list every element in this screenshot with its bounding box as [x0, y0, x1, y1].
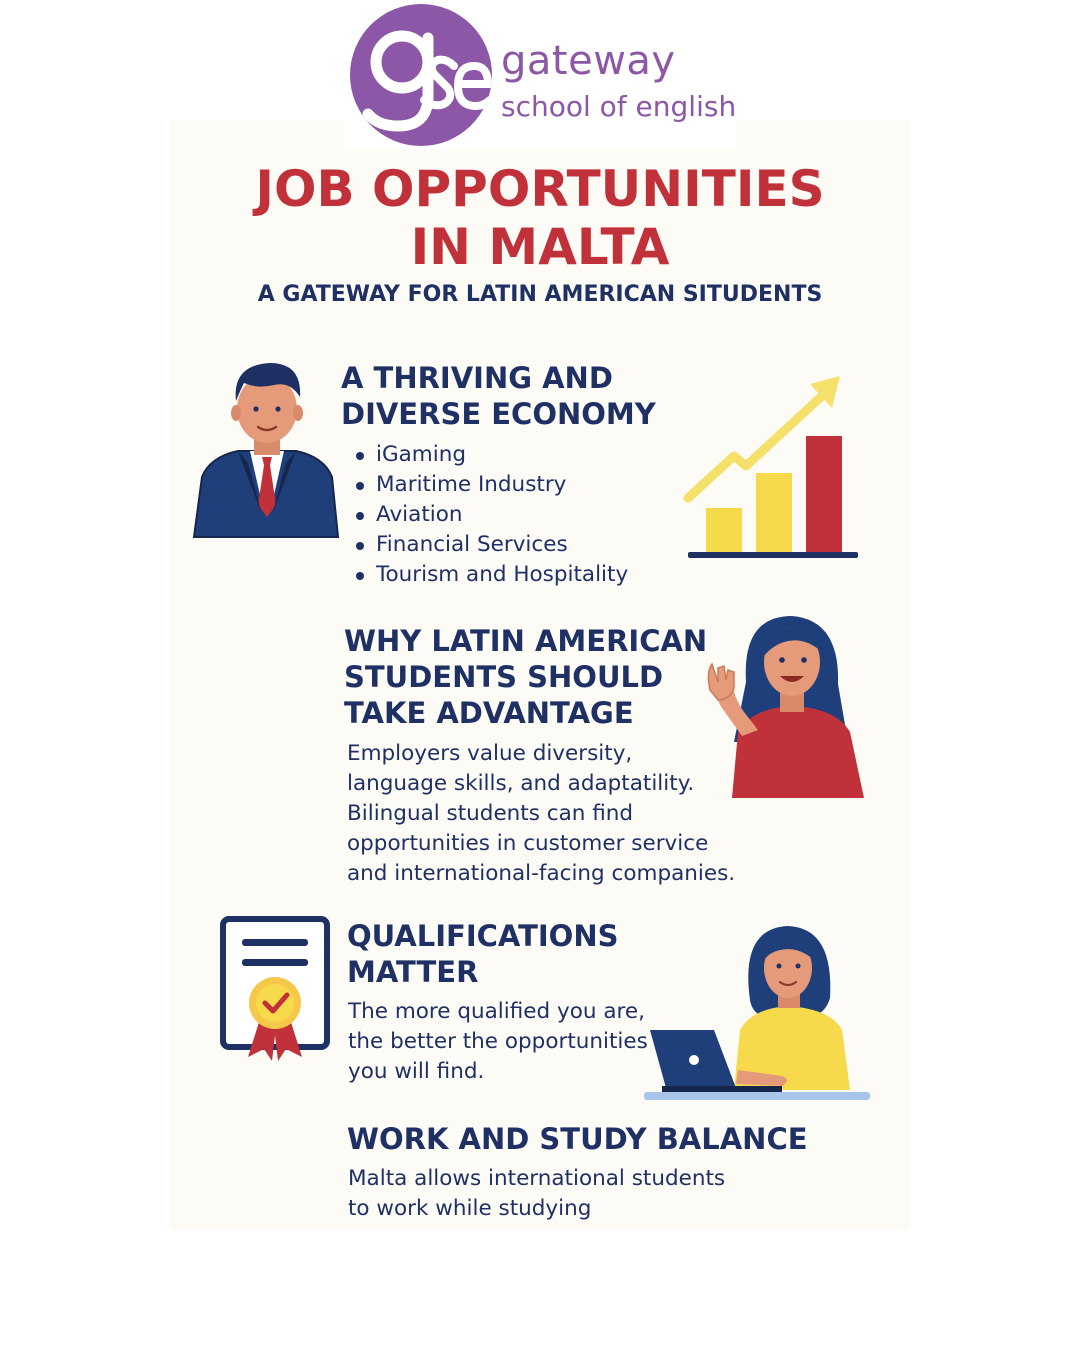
growth-chart-bar: [806, 436, 842, 552]
page-title-line1: JOB OPPORTUNITIES: [255, 160, 825, 218]
gse-monogram-icon: [350, 4, 492, 146]
economy-heading-line2: DIVERSE ECONOMY: [341, 397, 656, 431]
why-body-line2: language skills, and adaptatility.: [347, 771, 695, 796]
growth-chart-bar: [706, 508, 742, 552]
economy-heading-line1: A THRIVING AND: [341, 361, 613, 395]
page-title-line2: IN MALTA: [410, 218, 670, 276]
why-body-line3: Bilingual students can find: [347, 801, 634, 826]
list-item: iGaming: [354, 440, 628, 470]
why-heading-line2: STUDENTS SHOULD: [344, 660, 664, 694]
balance-body-line2: to work while studying: [348, 1196, 592, 1221]
growth-chart-bar: [756, 473, 792, 552]
gse-logo-mark: [350, 4, 492, 146]
economy-sector-list: [354, 440, 628, 590]
certificate-icon: [218, 915, 333, 1065]
page-subtitle: A GATEWAY FOR LATIN AMERICAN SITUDENTS: [257, 282, 823, 307]
balance-heading: WORK AND STUDY BALANCE: [347, 1122, 808, 1156]
qualifications-body-line3: you will find.: [348, 1059, 485, 1084]
qualifications-heading-line1: QUALIFICATIONS: [347, 919, 619, 953]
businessman-illustration: [192, 355, 342, 540]
why-heading-line3: TAKE ADVANTAGE: [344, 696, 634, 730]
why-body-line1: Employers value diversity,: [347, 741, 633, 766]
student-laptop-illustration: [642, 920, 872, 1105]
growth-chart-icon: [682, 370, 862, 565]
why-body-line4: opportunities in customer service: [347, 831, 709, 856]
why-heading-line1: WHY LATIN AMERICAN: [344, 624, 708, 658]
list-item: Financial Services: [354, 530, 628, 560]
list-item: Tourism and Hospitality: [354, 560, 628, 590]
logo-wordmark-school: school of english: [501, 90, 737, 123]
why-body-line5: and international-facing companies.: [347, 861, 736, 886]
qualifications-body-line2: the better the opportunities: [348, 1029, 648, 1054]
logo-wordmark-gateway: gateway: [501, 38, 676, 84]
list-item: Aviation: [354, 500, 628, 530]
balance-body-line1: Malta allows international students: [348, 1166, 726, 1191]
waving-student-illustration: [688, 612, 868, 802]
list-item: Maritime Industry: [354, 470, 628, 500]
qualifications-heading-line2: MATTER: [347, 955, 479, 989]
qualifications-body-line1: The more qualified you are,: [348, 999, 645, 1024]
